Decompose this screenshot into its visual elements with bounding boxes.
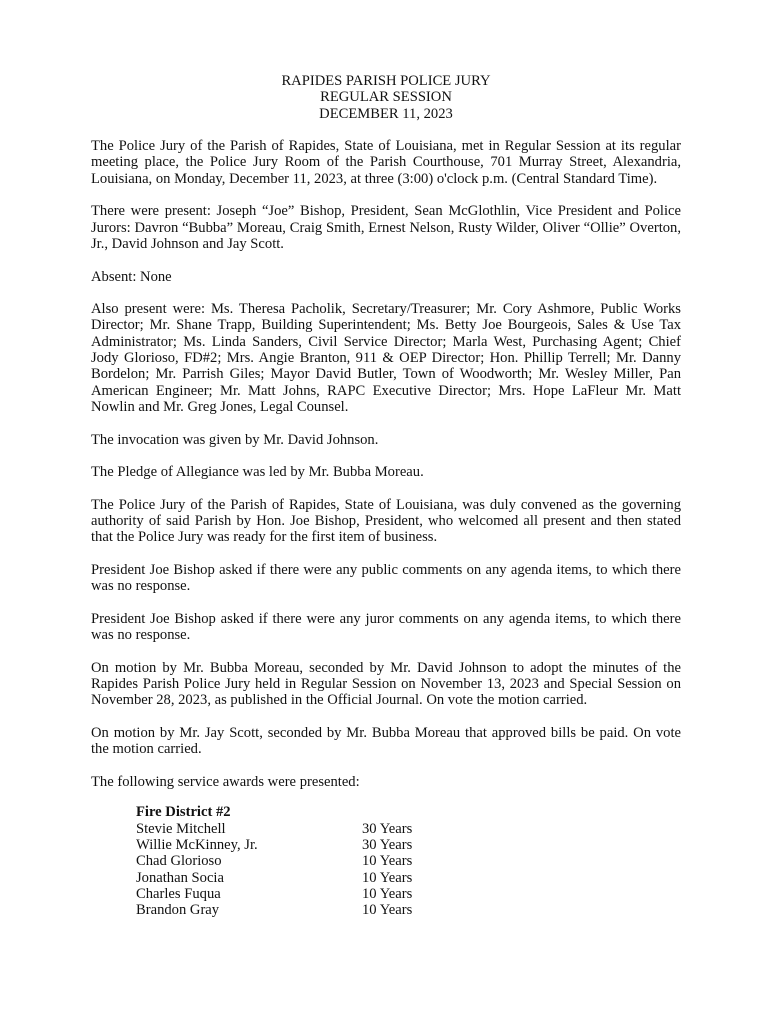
- award-years: 10 Years: [362, 869, 413, 886]
- paragraph-convened: The Police Jury of the Parish of Rapides, State of Louisiana, was duly convened as the governing authority of said Parish by Hon. Joe Bishop, President, who welcomed all present and then stated that the Police Jury was ready for the first item of business.: [91, 496, 681, 546]
- award-row: [136, 886, 681, 902]
- paragraph-also-present: Also present were: Ms. Theresa Pacholik, Secretary/Treasurer; Mr. Cory Ashmore, Public Works Director; Mr. Shane Trapp, Building Superintendent; Ms. Betty Joe Bourgeois, Sales & Use Tax Administrator; Ms. Linda Sanders, Civil Service Director; Marla West, Purchasing Agent; Chief Jody Glorioso, FD#2; Mrs. Angie Branton, 911 & OEP Director; Hon. Phillip Terrell; Mr. Danny Bordelon; Mr. Parrish Giles; Mayor David Butler, Town of Woodworth; Mr. Wesley Miller, Pan American Engineer; Mr. Matt Johns, RAPC Executive Director; Mrs. Hope LaFleur Mr. Matt Nowlin and Mr. Greg Jones, Legal Counsel.: [91, 301, 681, 415]
- paragraph-present: There were present: Joseph “Joe” Bishop, President, Sean McGlothlin, Vice President and Police Jurors: Davron “Bubba” Moreau, Craig Smith, Ernest Nelson, Rusty Wilder, Oliver “Ollie” Overton, Jr., David Johnson and Jay Scott.: [91, 203, 681, 252]
- award-years: 10 Years: [362, 885, 413, 902]
- award-row: [136, 902, 681, 918]
- award-name: Brandon Gray: [136, 902, 220, 919]
- award-name: Jonathan Socia: [136, 869, 224, 886]
- service-awards-list: [136, 804, 681, 918]
- award-row: [136, 853, 681, 869]
- paragraph-meeting-intro: The Police Jury of the Parish of Rapides, State of Louisiana, met in Regular Session at its regular meeting place, the Police Jury Room of the Parish Courthouse, 701 Murray Street, Alexandria, Louisiana, on Monday, December 11, 2023, at three (3:00) o'clock p.m. (Central Standard Time).: [91, 138, 681, 187]
- header-line-3: DECEMBER 11, 2023: [319, 105, 453, 122]
- award-name: Chad Glorioso: [136, 853, 222, 870]
- award-name: Charles Fuqua: [136, 885, 221, 902]
- paragraph-absent: Absent: None: [91, 268, 172, 285]
- paragraph-pledge: The Pledge of Allegiance was led by Mr. Bubba Moreau.: [91, 464, 424, 481]
- award-row: [136, 870, 681, 886]
- paragraph-invocation: The invocation was given by Mr. David Johnson.: [91, 431, 379, 448]
- award-name: Stevie Mitchell: [136, 820, 226, 837]
- paragraph-minutes-motion: On motion by Mr. Bubba Moreau, seconded by Mr. David Johnson to adopt the minutes of the Rapides Parish Police Jury held in Regular Session on November 13, 2023 and Special Session on November 28, 2023, as published in the Official Journal. On vote the motion carried.: [91, 659, 681, 709]
- document-header: [91, 73, 681, 122]
- award-years: 30 Years: [362, 820, 413, 837]
- award-years: 30 Years: [362, 836, 413, 853]
- paragraph-bills-motion: On motion by Mr. Jay Scott, seconded by Mr. Bubba Moreau that approved bills be paid. On vote the motion carried.: [91, 724, 681, 758]
- award-years: 10 Years: [362, 902, 413, 919]
- award-years: 10 Years: [362, 853, 413, 870]
- award-name: Willie McKinney, Jr.: [136, 836, 258, 853]
- award-row: [136, 837, 681, 853]
- award-row: [136, 821, 681, 837]
- header-line-2: REGULAR SESSION: [320, 89, 452, 106]
- document-page: [91, 73, 681, 918]
- paragraph-public-comments: President Joe Bishop asked if there were any public comments on any agenda items, to which there was no response.: [91, 561, 681, 595]
- header-line-1: RAPIDES PARISH POLICE JURY: [281, 73, 491, 89]
- awards-heading: Fire District #2: [136, 804, 231, 821]
- paragraph-service-awards: The following service awards were presented:: [91, 773, 360, 790]
- paragraph-juror-comments: President Joe Bishop asked if there were any juror comments on any agenda items, to which there was no response.: [91, 610, 681, 644]
